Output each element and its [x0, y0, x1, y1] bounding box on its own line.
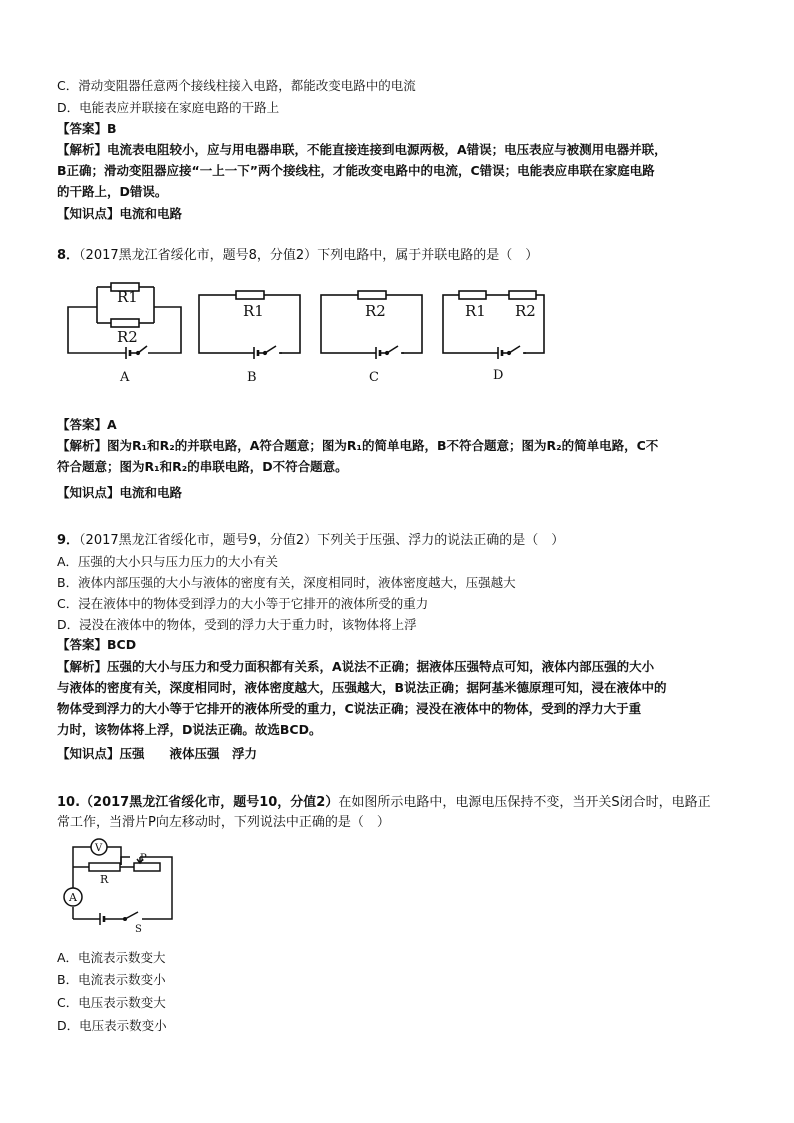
q9-option-b: B．液体内部压强的大小与液体的密度有关，深度相同时，液体密度越大，压强越大 — [57, 575, 516, 590]
q10-rheostat — [134, 863, 160, 871]
circuit-a-label-r1: R1 — [117, 288, 138, 306]
circuit-c-label-r2: R2 — [365, 302, 386, 320]
circuit-a-resistor-r2 — [111, 319, 139, 327]
q9-analysis-line-2: 与液体的密度有关，深度相同时，液体密度越大，压强越大，B说法正确；据阿基米德原理可知，浸在液体中的 — [57, 680, 667, 695]
circuit-b-caption: B — [247, 370, 257, 385]
circuit-b-resistor-r1 — [236, 291, 264, 299]
q8-analysis-line-1: 【解析】图为R₁和R₂的并联电路，A符合题意；图为R₁的简单电路，B不符合题意；图为R₂的简单电路，C不 — [57, 438, 659, 453]
circuit-a-label-r2: R2 — [117, 328, 138, 346]
q9-stem: 下列关于压强、浮力的说法正确的是（ ） — [317, 533, 565, 548]
q9-answer: 【答案】BCD — [57, 637, 137, 652]
q9-option-a: A．压强的大小只与压力压力的大小有关 — [57, 554, 279, 569]
q10-stem-line-1: 在如图所示电路中，电源电压保持不变，当开关S闭合时，电路正 — [338, 795, 711, 810]
q8-answer: 【答案】A — [57, 417, 117, 432]
circuit-d-resistor-r1 — [459, 291, 486, 299]
q10-resistor-r — [89, 863, 120, 871]
q9-analysis-line-4: 力时，该物体将上浮，D说法正确。故选BCD。 — [57, 722, 322, 737]
q10-option-b: B．电流表示数变小 — [57, 972, 166, 987]
q9-analysis-line-1: 【解析】压强的大小与压力和受力面积都有关系，A说法不正确；据液体压强特点可知，液体内部压强的大小 — [57, 659, 655, 674]
q8-source: （2017黑龙江省绥化市，题号8，分值2） — [79, 248, 318, 263]
q9-option-c: C．浸在液体中的物体受到浮力的大小等于它排开的液体所受的重力 — [57, 596, 429, 611]
q10-label-r: R — [100, 873, 109, 886]
q8-number: 8． — [57, 248, 80, 263]
q10-switch — [125, 912, 138, 919]
circuit-c-caption: C — [369, 370, 379, 385]
q10-number: 10. — [57, 795, 81, 810]
circuit-c-resistor-r2 — [358, 291, 386, 299]
q10-label-v: V — [95, 843, 103, 854]
circuit-d-label-r1: R1 — [465, 302, 486, 320]
q9-number: 9． — [57, 533, 80, 548]
q10-wire-to-rheostat — [121, 857, 130, 865]
q7-answer: 【答案】B — [57, 121, 117, 136]
q8-stem: 下列电路中，属于并联电路的是（ ） — [317, 248, 539, 263]
q9-knowledge: 【知识点】压强 液体压强 浮力 — [57, 746, 258, 761]
q9-source: （2017黑龙江省绥化市，题号9，分值2） — [79, 533, 318, 548]
q10-label-a: A — [69, 891, 77, 904]
q9-analysis-line-3: 物体受到浮力的大小等于它排开的液体所受的重力，C说法正确；浸没在液体中的物体，受到的浮力大于重 — [57, 701, 642, 716]
q7-analysis-line-2: B正确；滑动变阻器应接“一上一下”两个接线柱，才能改变电路中的电流，C错误；电能表应串联在家庭电路 — [57, 163, 655, 178]
circuit-d-label-r2: R2 — [515, 302, 536, 320]
q9-option-d: D．浸没在液体中的物体，受到的浮力大于重力时，该物体将上浮 — [57, 617, 417, 632]
q10-wire-right — [140, 857, 172, 919]
q7-option-c: C．滑动变阻器任意两个接线柱接入电路，都能改变电路中的电流 — [57, 78, 416, 93]
circuit-a-caption: A — [120, 370, 130, 385]
q8-analysis-line-2: 符合题意；图为R₁和R₂的串联电路，D不符合题意。 — [57, 459, 348, 474]
q10-option-a: A．电流表示数变大 — [57, 950, 166, 965]
q10-label-p: P — [140, 853, 147, 864]
q10-circuit — [64, 839, 172, 925]
q8-knowledge: 【知识点】电流和电路 — [57, 485, 183, 500]
q10-stem-line-2: 常工作，当滑片P向左移动时，下列说法中正确的是（ ） — [57, 815, 390, 830]
circuit-b-label-r1: R1 — [243, 302, 264, 320]
q10-label-s: S — [135, 924, 142, 935]
q10-option-d: D．电压表示数变小 — [57, 1018, 167, 1033]
q7-analysis-line-1: 【解析】电流表电阻较小，应与用电器串联，不能直接连接到电源两极，A错误；电压表应与被测用电器并联， — [57, 142, 667, 157]
q10-heading — [57, 795, 711, 811]
q7-option-d: D．电能表应并联接在家庭电路的干路上 — [57, 100, 280, 115]
q9-heading — [57, 533, 564, 549]
q7-knowledge: 【知识点】电流和电路 — [57, 206, 183, 221]
circuit-d-caption: D — [493, 368, 504, 383]
q7-analysis-line-3: 的干路上，D错误。 — [57, 184, 168, 199]
circuit-a-right-wire — [148, 307, 181, 353]
q10-source: （2017黑龙江省绥化市，题号10，分值2） — [80, 795, 339, 810]
circuit-d-resistor-r2 — [509, 291, 536, 299]
circuit-a-switch — [138, 346, 147, 353]
q10-option-c: C．电压表示数变大 — [57, 995, 166, 1010]
